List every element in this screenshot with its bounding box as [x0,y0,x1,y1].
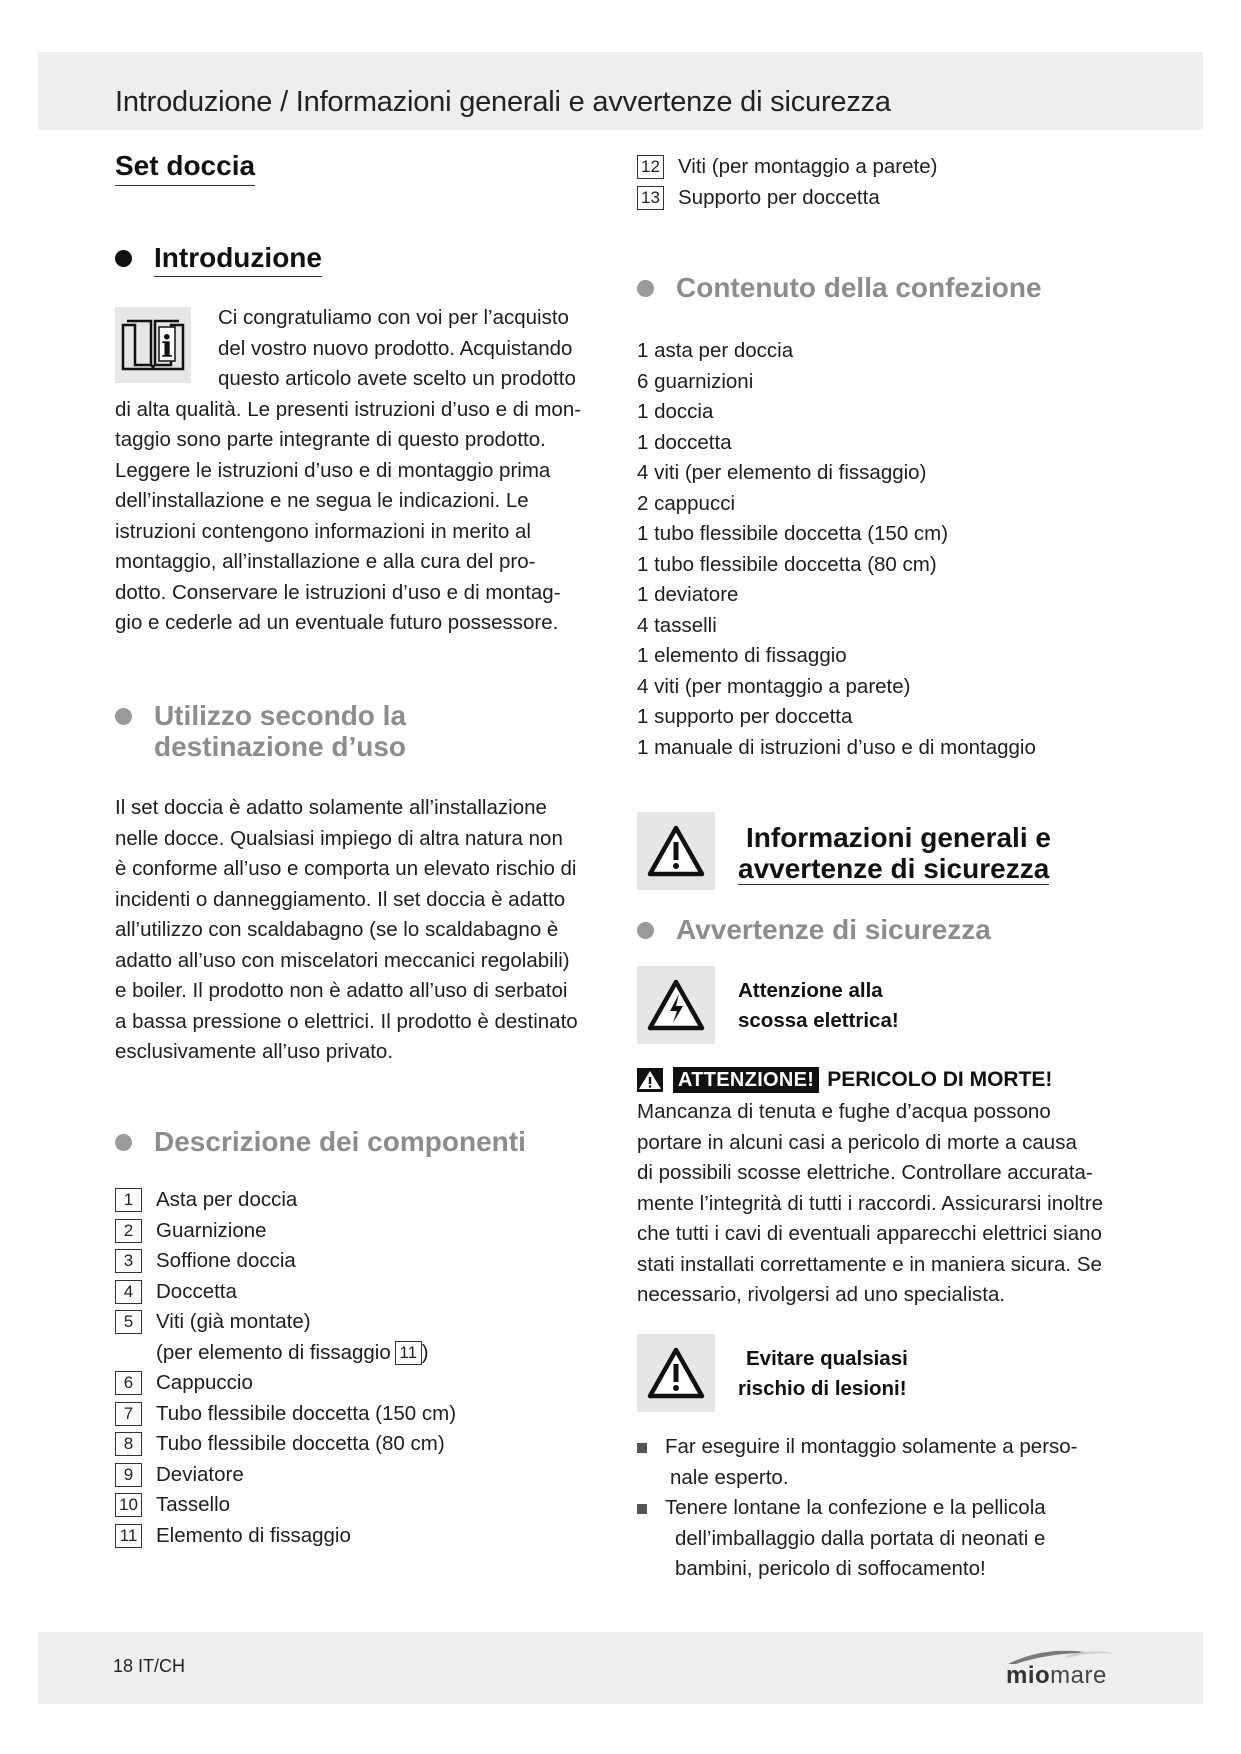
number-box: 11 [115,1524,142,1548]
number-box: 13 [637,186,664,210]
text-line: adatto all’uso con miscelatori meccanici regolabili) [115,948,570,972]
list-item: 1 tubo flessibile doccetta (150 cm) [637,522,949,545]
attention-badge: ATTENZIONE! [673,1067,819,1093]
text-line: Ci congratuliamo con voi per l’acquisto [218,306,569,329]
text-line: nale esperto. [670,1465,789,1489]
text-line: nelle docce. Qualsiasi impiego di altra natura non [115,826,563,850]
usage-heading [115,700,406,762]
warning-line: rischio di lesioni! [738,1377,907,1400]
item-label: ) [421,1340,429,1364]
electric-shock-icon [637,966,715,1044]
list-item [115,1277,456,1308]
list-item: 1 tubo flessibile doccetta (80 cm) [637,552,937,576]
intro-heading [115,242,322,277]
package-heading [637,272,1042,303]
item-label: Tassello [156,1493,231,1517]
danger-paragraph [637,1097,1137,1311]
item-label: (per elemento di fissaggio [156,1340,391,1364]
text-line: incidenti o danneggiamento. Il set doccia è adatto [115,887,566,911]
components-heading [115,1126,526,1157]
list-item [115,1307,456,1338]
number-box: 3 [115,1249,142,1273]
usage-paragraph [115,793,605,1068]
item-label: Doccetta [156,1279,237,1303]
text-line: a bassa pressione o elettrici. Il prodotto è destinato [115,1009,578,1033]
text-line: montaggio, all’installazione e alla cura del pro- [115,550,536,573]
number-box: 4 [115,1280,142,1304]
components-list-continued [637,152,937,213]
item-label: Tubo flessibile doccetta (150 cm) [156,1401,457,1425]
list-item [637,1493,1137,1585]
list-item: 1 doccetta [637,430,732,454]
item-label: Guarnizione [156,1218,267,1242]
list-item: 1 supporto per doccetta [637,705,853,728]
number-box: 2 [115,1219,142,1243]
warnings-heading-text: Avvertenze di sicurezza [676,914,991,945]
safety-bullets [637,1432,1137,1585]
number-box: 11 [395,1341,422,1365]
list-item [637,152,937,183]
item-label: Tubo flessibile doccetta (80 cm) [156,1432,445,1456]
text-line: stati installati correttamente e in maniera sicura. Se [637,1252,1102,1276]
number-box: 5 [115,1310,142,1334]
text-line: gio e cederle ad un eventuale futuro possessore. [115,611,559,634]
text-line: di possibili scosse elettriche. Controllare accurata- [637,1161,1093,1184]
list-item [115,1490,456,1521]
intro-heading-text: Introduzione [154,242,322,277]
list-item: 4 viti (per elemento di fissaggio) [637,461,927,484]
list-item [115,1246,456,1277]
warnings-heading [637,914,991,945]
number-box: 10 [115,1493,142,1517]
number-box: 12 [637,155,664,179]
usage-heading-line: Utilizzo secondo la [154,700,407,731]
item-label: Supporto per doccetta [678,185,880,209]
number-box: 7 [115,1402,142,1426]
bullet-icon [637,922,654,939]
bullet-icon [115,708,132,725]
list-item: 1 doccia [637,400,714,423]
document-title: Set doccia [115,150,255,186]
square-bullet-icon [637,1443,647,1453]
text-line: mente l’integrità di tutti i raccordi. Assicurarsi inoltre [637,1191,1103,1215]
brand-logo [1000,1648,1120,1692]
svg-text:i: i [161,330,173,365]
text-line: necessario, rivolgersi ad uno specialista. [637,1283,1006,1306]
list-item [115,1185,456,1216]
package-heading-text: Contenuto della confezione [676,272,1042,303]
text-line: di alta qualità. Le presenti istruzioni d’uso e di mon- [115,397,582,421]
item-label: Elemento di fissaggio [156,1523,351,1547]
intro-paragraph [115,303,605,639]
warning-line: scossa elettrica! [738,1009,899,1032]
text-line: esclusivamente all’uso privato. [115,1040,394,1063]
safety-heading-line: avvertenze di sicurezza [738,853,1050,884]
page-title: Introduzione / Informazioni generali e avvertenze di sicurezza [115,86,891,118]
item-label: Asta per doccia [156,1188,298,1212]
text-line: questo articolo avete scelto un prodotto [218,367,576,390]
list-item [115,1460,456,1491]
injury-warning-icon [637,1334,715,1412]
number-box: 1 [115,1188,142,1212]
text-line: taggio sono parte integrante di questo prodotto. [115,428,546,451]
injury-warning-title [738,1344,908,1404]
text-line: che tutti i cavi di eventuali apparecchi elettrici siano [637,1222,1102,1245]
list-item [115,1429,456,1460]
warning-icon [637,1068,663,1092]
warning-line: Evitare qualsiasi [746,1347,908,1370]
text-line: Far eseguire il montaggio solamente a perso- [665,1435,1078,1458]
text-line: dotto. Conservare le istruzioni d’uso e di montag- [115,580,561,604]
text-line: Il set doccia è adatto solamente all’installazione [115,796,547,819]
logo-bold: mio [1006,1662,1051,1689]
square-bullet-icon [637,1504,647,1514]
logo-text [1006,1662,1107,1690]
list-item: 6 guarnizioni [637,369,754,393]
item-label: Deviatore [156,1462,244,1486]
list-item: 2 cappucci [637,491,736,515]
safety-heading-line: Informazioni generali e [746,822,1051,853]
text-line: Mancanza di tenuta e fughe d’acqua possono [637,1100,1051,1123]
number-box: 9 [115,1463,142,1487]
shock-warning-title [738,976,899,1036]
item-label: Viti (già montate) [156,1310,311,1334]
text-line: Tenere lontane la confezione e la pellicola [665,1496,1046,1519]
text-line: istruzioni contengono informazioni in merito al [115,519,531,543]
list-item [115,1216,456,1247]
danger-label: PERICOLO DI MORTE! [827,1068,1053,1091]
list-item: 1 deviatore [637,583,739,606]
list-item [115,1399,456,1430]
text-line: bambini, pericolo di soffocamento! [675,1557,986,1580]
text-line: portare in alcuni casi a pericolo di morte a causa [637,1130,1077,1154]
text-line: e boiler. Il prodotto non è adatto all’uso di serbatoi [115,979,568,1002]
usage-heading-line: destinazione d’uso [154,731,407,762]
danger-banner [637,1067,1052,1093]
item-label: Cappuccio [156,1371,253,1395]
bullet-icon [115,250,132,267]
logo-light: mare [1050,1662,1107,1689]
page-number: 18 IT/CH [113,1656,186,1676]
text-line: dell’installazione e ne segua le indicazioni. Le [115,489,529,512]
safety-heading [738,822,1051,885]
list-item: 4 tasselli [637,613,717,637]
warning-line: Attenzione alla [738,979,883,1002]
text-line: è conforme all’uso e comporta un elevato rischio di [115,857,577,880]
list-item [637,1432,1137,1493]
bullet-icon [115,1134,132,1151]
item-label: Viti (per montaggio a parete) [678,155,938,179]
text-line: dell’imballaggio dalla portata di neonati e [675,1526,1046,1550]
list-item [115,1521,456,1552]
text-line: all’utilizzo con scaldabagno (se lo scaldabagno è [115,918,559,941]
text-line: del vostro nuovo prodotto. Acquistando [218,336,573,360]
number-box: 8 [115,1432,142,1456]
list-item: 1 manuale di istruzioni d’uso e di montaggio [637,735,1036,759]
warning-triangle-icon [637,812,715,890]
item-label: Soffione doccia [156,1249,296,1273]
package-contents-list [637,336,1036,763]
number-box: 6 [115,1371,142,1395]
list-item [115,1368,456,1399]
list-item: 4 viti (per montaggio a parete) [637,674,911,698]
bullet-icon [637,280,654,297]
list-item [637,183,937,214]
list-item [115,1338,456,1369]
list-item: 1 elemento di fissaggio [637,644,847,667]
components-list [115,1185,456,1551]
list-item: 1 asta per doccia [637,339,794,362]
text-line: Leggere le istruzioni d’uso e di montaggio prima [115,458,551,482]
components-heading-text: Descrizione dei componenti [154,1126,526,1157]
